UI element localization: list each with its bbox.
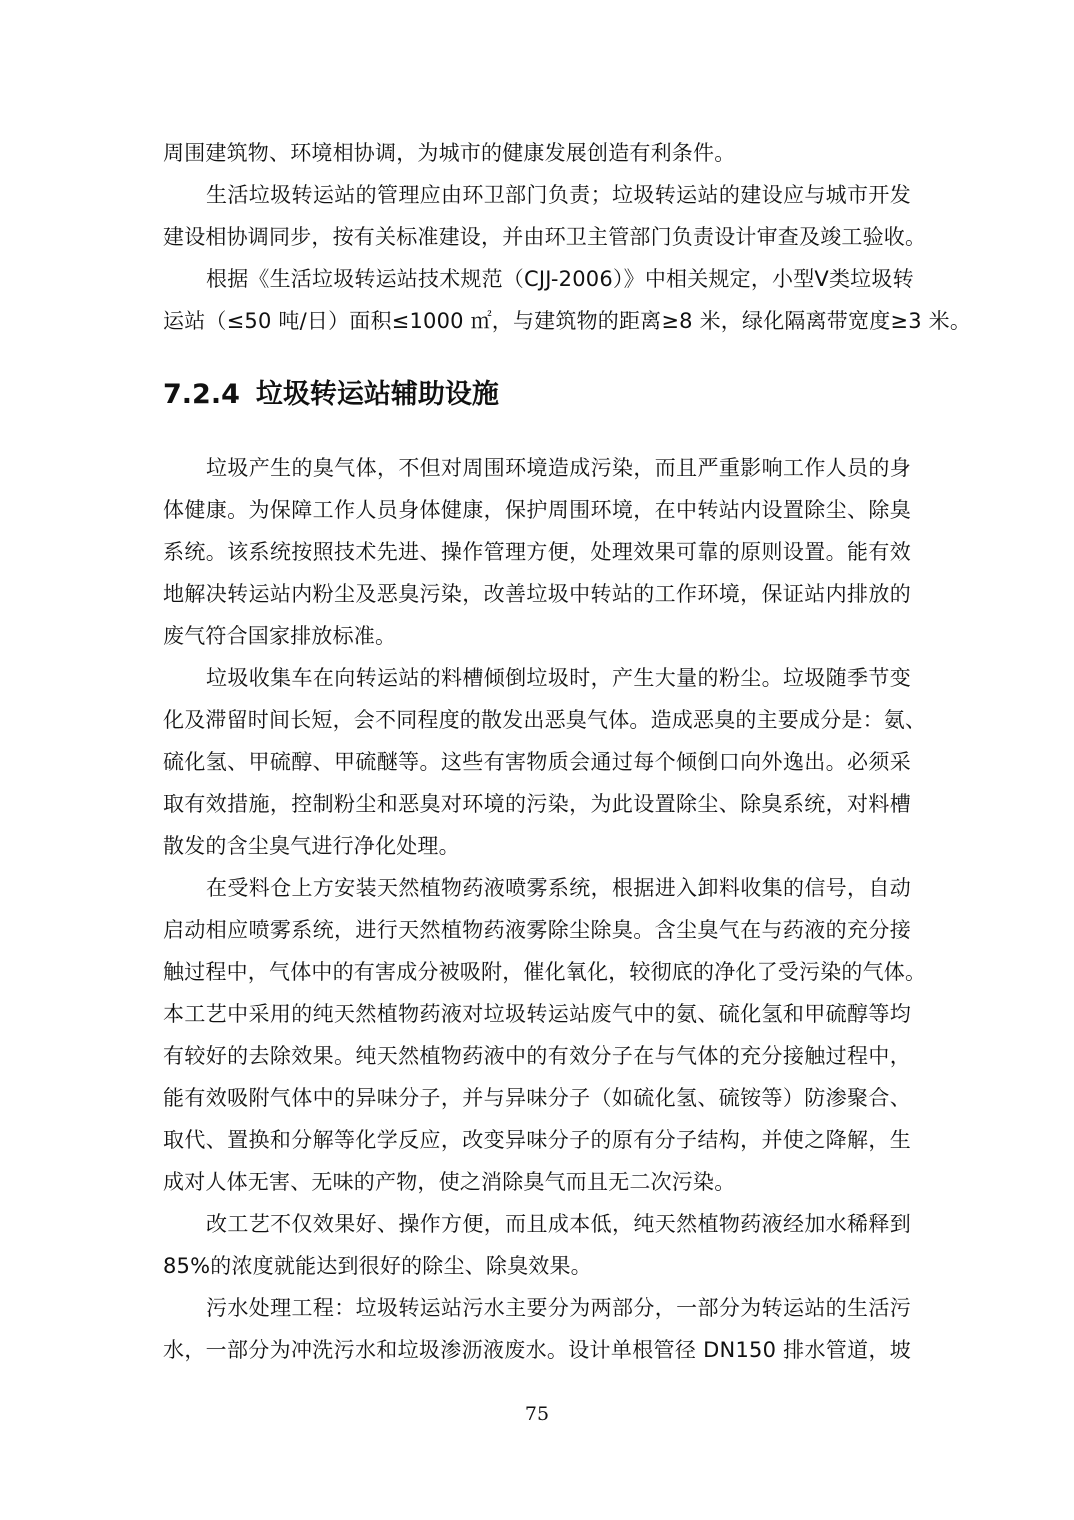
text-line: 85%的浓度就能达到很好的除尘、除臭效果。 (163, 1254, 592, 1278)
text-line: 生活垃圾转运站的管理应由环卫部门负责；垃圾转运站的建设应与城市开发 (206, 183, 911, 207)
section-heading (163, 372, 499, 418)
text-line: 建设相协调同步，按有关标准建设，并由环卫主管部门负责设计审查及竣工验收。 (163, 225, 927, 249)
text-line: 化及滞留时间长短，会不同程度的散发出恶臭气体。造成恶臭的主要成分是：氨、 (163, 708, 927, 732)
text-line: 周围建筑物、环境相协调，为城市的健康发展创造有利条件。 (163, 141, 736, 165)
text-line: 地解决转运站内粉尘及恶臭污染，改善垃圾中转站的工作环境，保证站内排放的 (163, 582, 911, 606)
text-line: 垃圾收集车在向转运站的料槽倾倒垃圾时，产生大量的粉尘。垃圾随季节变 (206, 666, 911, 690)
text-line: 废气符合国家排放标准。 (163, 624, 397, 648)
text-line: 改工艺不仅效果好、操作方便，而且成本低，纯天然植物药液经加水稀释到 (206, 1212, 911, 1236)
text-line: 系统。该系统按照技术先进、操作管理方便，处理效果可靠的原则设置。能有效 (163, 540, 911, 564)
text-line: 水，一部分为冲洗污水和垃圾渗沥液废水。设计单根管径 DN150 排水管道，坡 (163, 1338, 911, 1362)
section-body (163, 447, 927, 1371)
text-line: 取代、置换和分解等化学反应，改变异味分子的原有分子结构，并使之降解，生 (163, 1128, 911, 1152)
text-line: 启动相应喷雾系统，进行天然植物药液雾除尘除臭。含尘臭气在与药液的充分接 (163, 918, 911, 942)
text-line: 散发的含尘臭气进行净化处理。 (163, 834, 460, 858)
text-line: 污水处理工程：垃圾转运站污水主要分为两部分，一部分为转运站的生活污 (206, 1296, 911, 1320)
text-line: 有较好的去除效果。纯天然植物药液中的有效分子在与气体的充分接触过程中， (163, 1044, 911, 1068)
text-line: 根据《生活垃圾转运站技术规范（CJJ-2006）》中相关规定，小型Ⅴ类垃圾转 (206, 267, 914, 291)
text-line: 运站（≤50 吨/日）面积≤1000 ㎡，与建筑物的距离≥8 米，绿化隔离带宽度≥3 米。 (163, 309, 972, 333)
page-number: 75 (524, 1403, 550, 1425)
text-line: 硫化氢、甲硫醇、甲硫醚等。这些有害物质会通过每个倾倒口向外逸出。必须采 (163, 750, 911, 774)
text-line: 体健康。为保障工作人员身体健康，保护周围环境，在中转站内设置除尘、除臭 (163, 498, 911, 522)
text-line: 垃圾产生的臭气体，不但对周围环境造成污染，而且严重影响工作人员的身 (206, 456, 911, 480)
text-line: 取有效措施，控制粉尘和恶臭对环境的污染，为此设置除尘、除臭系统，对料槽 (163, 792, 911, 816)
text-line: 本工艺中采用的纯天然植物药液对垃圾转运站废气中的氨、硫化氢和甲硫醇等均 (163, 1002, 911, 1026)
text-line: 触过程中，气体中的有害成分被吸附，催化氧化，较彻底的净化了受污染的气体。 (163, 960, 927, 984)
section-number: 7.2.4 (163, 379, 240, 410)
text-line: 成对人体无害、无味的产物，使之消除臭气而且无二次污染。 (163, 1170, 736, 1194)
intro-paragraphs (163, 132, 972, 342)
text-line: 在受料仓上方安装天然植物药液喷雾系统，根据进入卸料收集的信号，自动 (206, 876, 911, 900)
section-title: 垃圾转运站辅助设施 (255, 379, 499, 410)
text-line: 能有效吸附气体中的异味分子，并与异味分子（如硫化氢、硫铵等）防渗聚合、 (163, 1086, 911, 1110)
